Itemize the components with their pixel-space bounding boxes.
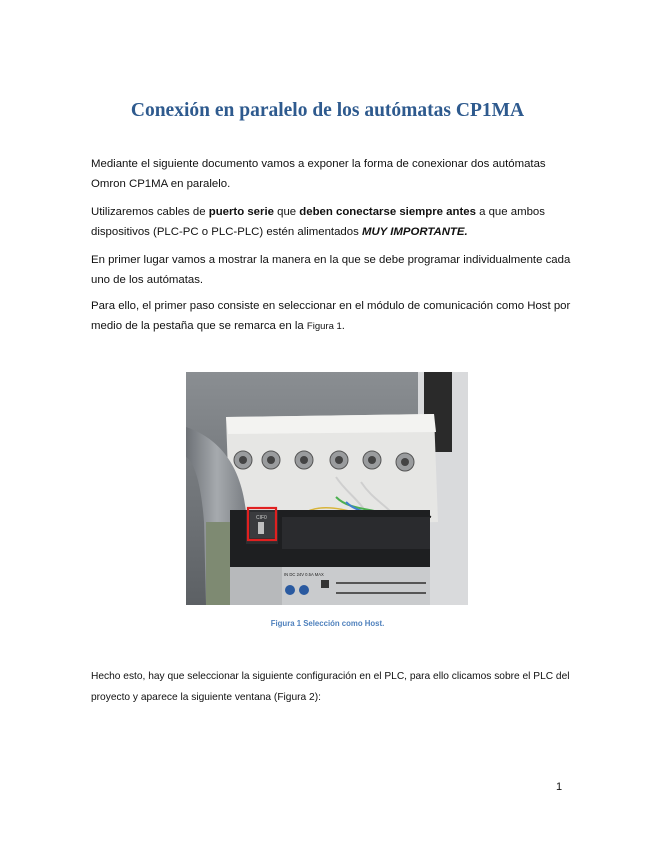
document-title: Conexión en paralelo de los autómatas CP1MA — [130, 100, 525, 121]
page-number: 1 — [556, 781, 563, 793]
serial-port-emphasis: puerto serie — [208, 206, 274, 218]
paragraph-first-step — [91, 296, 581, 337]
paragraph-first-step-text: Para ello, el primer paso consiste en seleccionar en el módulo de comunicación como Host por medio de la pestaña que se remarca en la — [91, 300, 571, 332]
very-important-emphasis: MUY IMPORTANTE. — [361, 226, 468, 238]
paragraph-programming: En primer lugar vamos a mostrar la manera en la que se debe programar individualmente cada uno de los autómatas. — [91, 254, 571, 286]
plc-photo-illustration — [186, 372, 468, 605]
figure-1-photo — [186, 372, 468, 605]
paragraph-cables-text-e: a que ambos dispositivos (PLC-PC o PLC-PLC) estén alimentados — [91, 206, 545, 238]
paragraph-cables — [91, 202, 581, 242]
device-text: IN DC 24V 0.5A MAX — [284, 572, 324, 577]
paragraph-cables-text-a: Utilizaremos cables de — [91, 206, 209, 218]
paragraph-configuration: Hecho esto, hay que seleccionar la siguiente configuración en el PLC, para ello clicamos sobre el PLC del proyecto y aparece la siguiente ventana (Figura 2): — [91, 671, 570, 703]
paragraph-first-step-end: . — [341, 320, 345, 332]
paragraph-intro: Mediante el siguiente documento vamos a exponer la forma de conexionar dos autómatas Omron CP1MA en paralelo. — [91, 158, 546, 190]
figure-caption: Figura 1 Selección como Host. — [270, 619, 385, 628]
paragraph-cables-text-c: que — [273, 206, 300, 218]
module-label: CIF0 — [256, 515, 267, 521]
connect-before-emphasis: deben conectarse siempre antes — [299, 206, 476, 218]
figure-reference: Figura 1 — [306, 321, 342, 332]
